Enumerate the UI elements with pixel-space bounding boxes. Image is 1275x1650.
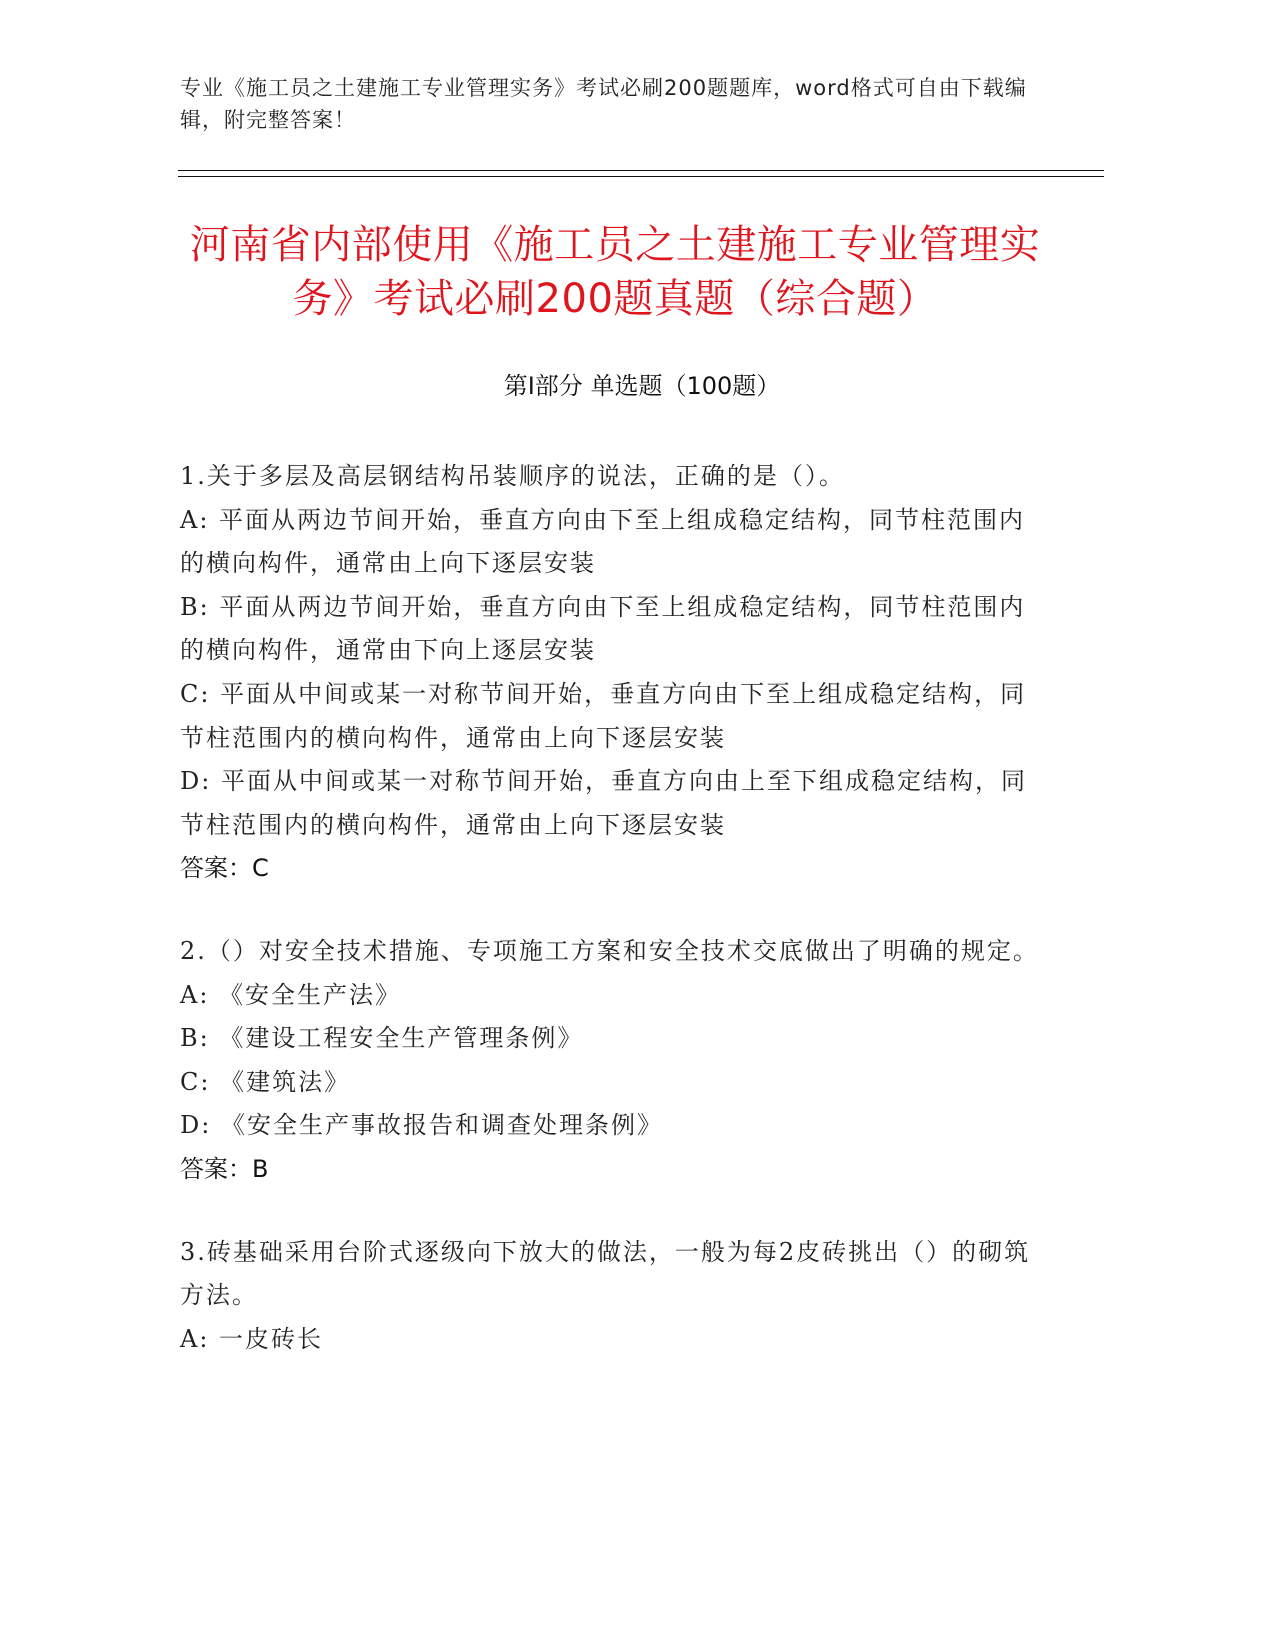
option-c: C: 平面从中间或某一对称节间开始，垂直方向由下至上组成稳定结构，同节柱范围内的横向构件，通常由上向下逐层安装 [180,679,1027,752]
document-title: 河南省内部使用《施工员之土建施工专业管理实务》考试必刷200题真题（综合题） [189,222,1041,322]
question-1 [180,455,1040,891]
question-3 [180,1231,1040,1362]
header-rule-bottom [178,176,1104,177]
option-d: D: 平面从中间或某一对称节间开始，垂直方向由上至下组成稳定结构，同节柱范围内的横向构件，通常由上向下逐层安装 [180,767,1027,839]
header-note: 专业《施工员之土建施工专业管理实务》考试必刷200题题库，word格式可自由下载编辑，附完整答案！ [180,76,1027,132]
answer: 答案：B [180,1154,269,1183]
option-a: A: 平面从两边节间开始，垂直方向由下至上组成稳定结构，同节柱范围内的横向构件，通常由上向下逐层安装 [180,505,1026,578]
option-a: A: 《安全生产法》 [180,980,402,1009]
question-stem: 2.（）对安全技术措施、专项施工方案和安全技术交底做出了明确的规定。 [180,936,1039,965]
header-rule-top [178,170,1104,171]
question-list [180,455,1040,1400]
option-a: A: 一皮砖长 [180,1324,324,1353]
option-b: B: 《建设工程安全生产管理条例》 [180,1024,584,1053]
question-2 [180,930,1040,1192]
answer: 答案：C [180,854,269,883]
question-stem: 3.砖基础采用台阶式逐级向下放大的做法，一般为每2皮砖挑出（）的砌筑方法。 [180,1237,1031,1310]
question-stem: 1.关于多层及高层钢结构吊装顺序的说法，正确的是（）。 [180,462,845,490]
section-title: 第I部分 单选题（100题） [503,372,781,400]
option-d: D: 《安全生产事故报告和调查处理条例》 [180,1111,663,1140]
option-c: C: 《建筑法》 [180,1067,351,1096]
option-b: B: 平面从两边节间开始，垂直方向由下至上组成稳定结构，同节柱范围内的横向构件，通常由下向上逐层安装 [180,592,1026,665]
